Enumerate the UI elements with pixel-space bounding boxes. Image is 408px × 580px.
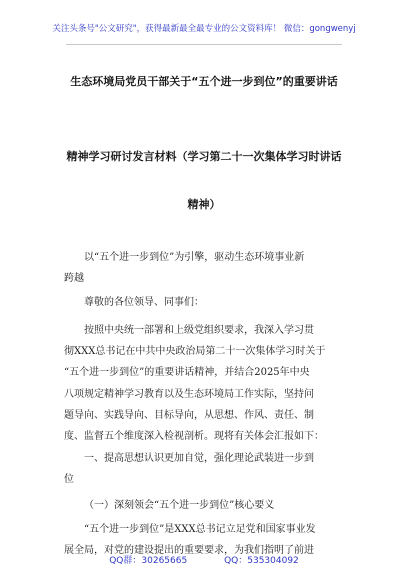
title-line-2: 精神学习研讨发言材料（学习第二十一次集体学习时讲话 [66, 150, 342, 163]
title-line-1: 生态环境局党员干部关于“五个进一步到位”的重要讲话 [70, 75, 338, 88]
body-line: 尊敬的各位领导、同事们： [84, 297, 204, 308]
body-line: 展全局，对党的建设提出的重要要求，为我们指明了前进 [64, 545, 314, 556]
title-line-3: 精神） [187, 198, 221, 211]
body-line: 彻XXX总书记在中共中央政治局第二十一次集体学习时关于 [64, 346, 326, 357]
footer-qq-number: QQ：535304092 [224, 556, 299, 566]
body-line: 八项规定精神学习教育以及生态环境局工作实际，坚持问 [64, 389, 314, 400]
body-line: “五个进一步到位”的重要讲话精神，并结合2025年中央 [64, 367, 310, 378]
body-line: “五个进一步到位”是XXX总书记立足党和国家事业发 [84, 524, 316, 535]
footer-qq-group: QQ群：30265665 [109, 556, 188, 566]
footer-contacts [0, 553, 408, 566]
header-banner: 关注头条号"公文研究"，获得最新最全最专业的公文资料库！ 微信：gongwenyj [52, 24, 356, 34]
body-line: 度、监督五个维度深入检视剖析。现将有关体会汇报如下： [64, 431, 324, 442]
body-line: 以“五个进一步到位”为引擎，驱动生态环境事业新 [84, 252, 305, 263]
body-line: 题导向、实践导向、目标导向，从思想、作风、责任、制 [64, 410, 314, 421]
body-line: 跨越 [64, 273, 84, 284]
header-divider [66, 44, 342, 45]
body-line: 按照中央统一部署和上级党组织要求，我深入学习贯 [84, 325, 314, 336]
section-heading-tail: 位 [64, 474, 74, 485]
section-heading: 一、提高思想认识更加自觉，强化理论武装进一步到 [84, 453, 314, 464]
subsection-heading: （一）深刻领会“五个进一步到位”核心要义 [84, 500, 275, 511]
